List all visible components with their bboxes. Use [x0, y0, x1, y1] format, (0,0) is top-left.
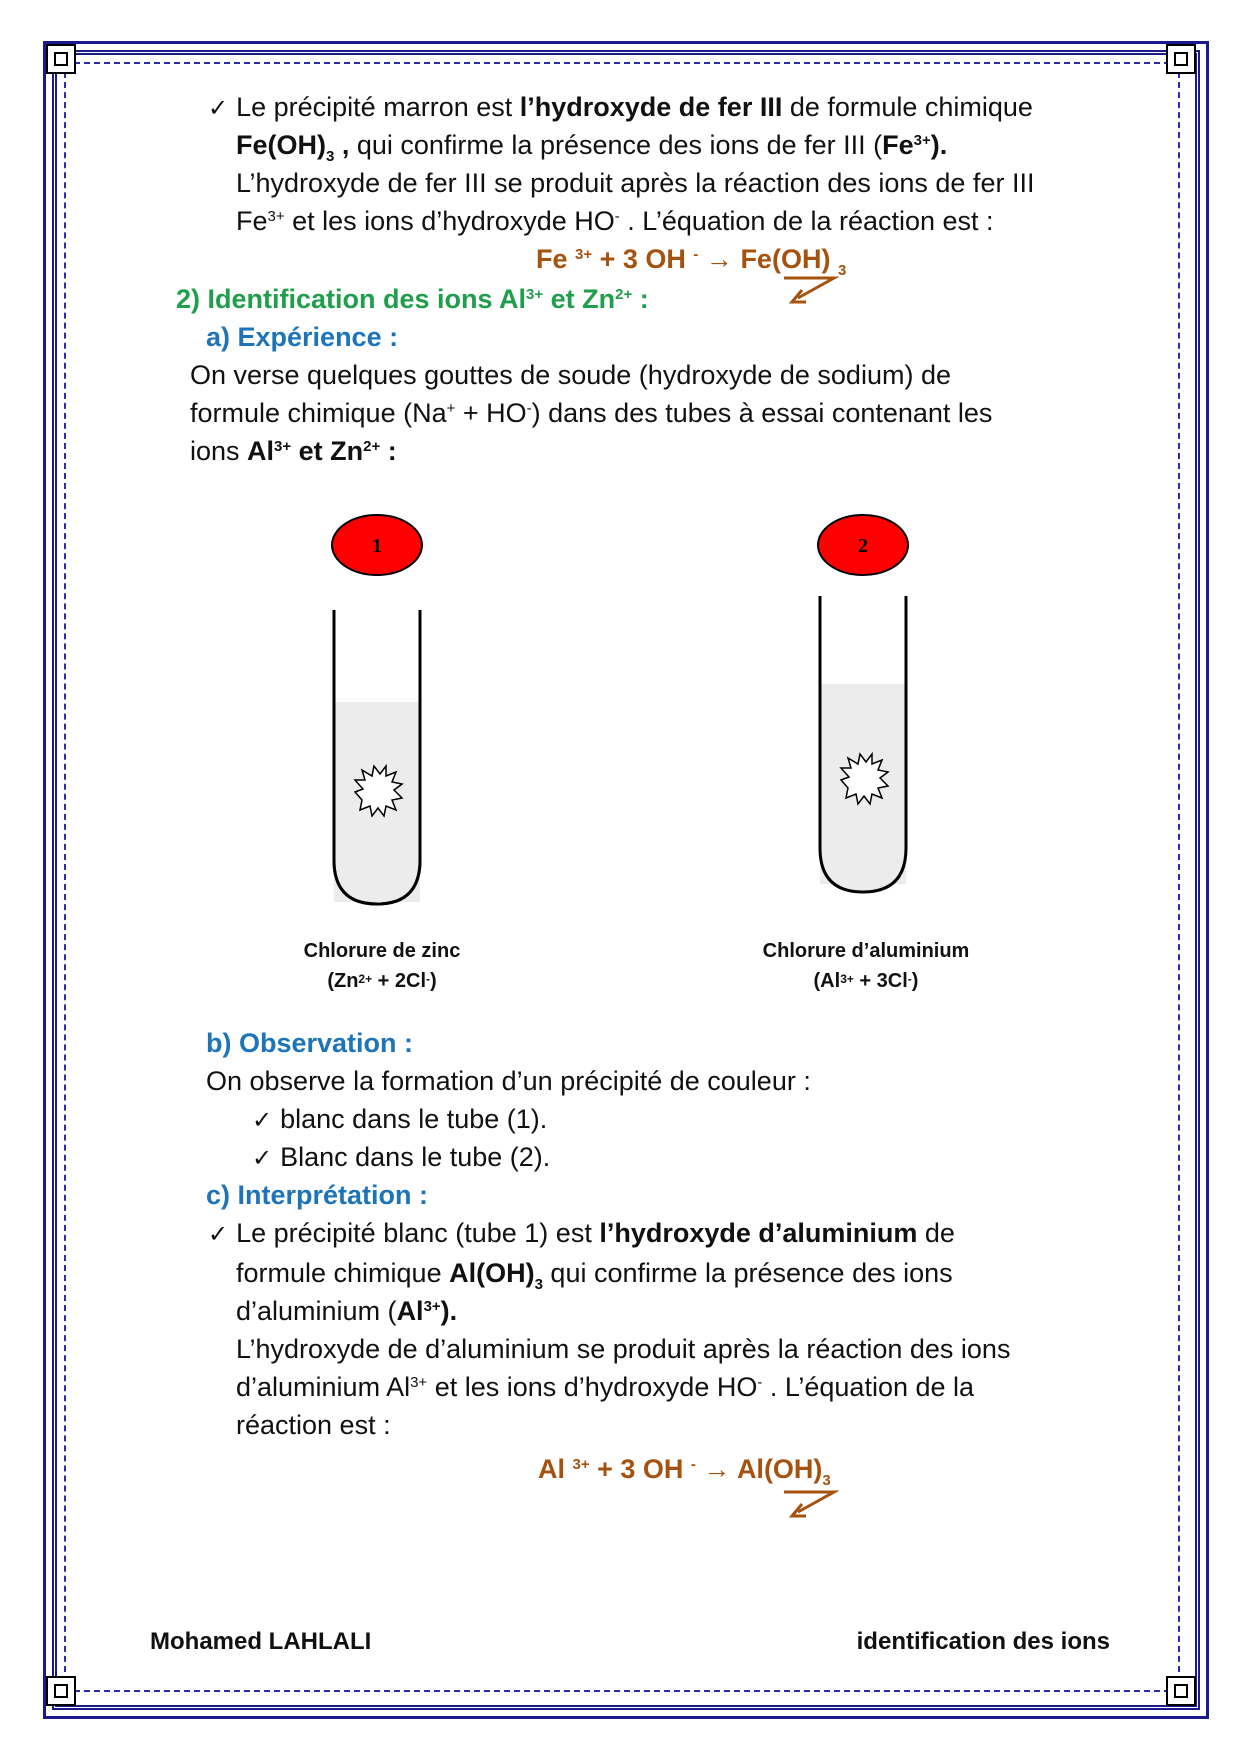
- check-icon: ✓: [252, 1106, 273, 1134]
- fe-conclusion-line4: $Fe^{3+}$ et les ions d’hydroxyde HO- . L’équation de la réaction est :: [236, 206, 994, 236]
- footer-author: Mohamed LAHLALI: [150, 1628, 372, 1655]
- check-icon: ✓: [252, 1144, 273, 1172]
- tube-2-number: 2: [858, 535, 868, 557]
- check-icon: ✓: [208, 1220, 229, 1248]
- precipitate-arrow-icon: [780, 272, 840, 306]
- interpretation-line3: d’aluminium $(Al^{3+})$.: [236, 1296, 458, 1326]
- experience-heading: a) Expérience :: [206, 322, 399, 352]
- check-icon: ✓: [208, 94, 229, 122]
- fe-conclusion-line1: ✓ Le précipité marron est l’hydroxyde de fer III de formule chimique: [208, 92, 1033, 122]
- al-equation: Al $^{3+}$ + 3 OH $^- \to Al(OH)_3$: [538, 1454, 831, 1489]
- section-2-title: 2) Identification des ions $Al^{3+}$ et $Zn^{2+}$ :: [176, 284, 649, 314]
- footer-topic: identification des ions: [856, 1628, 1110, 1655]
- corner-ornament-bottom-right: [1166, 1676, 1196, 1706]
- tube-1-caption: Chlorure de zinc $(Zn^{2+} + 2Cl^-)$: [303, 940, 461, 992]
- interpretation-line2: formule chimique $Al(OH)_3$ qui confirme la présence des ions: [236, 1258, 953, 1293]
- corner-ornament-bottom-left: [46, 1676, 76, 1706]
- fe-equation: Fe $^{3+}$ + 3 OH - → Fe(OH) $_3$: [536, 244, 847, 279]
- interpretation-line6: réaction est :: [236, 1410, 391, 1440]
- corner-ornament-top-right: [1166, 44, 1196, 74]
- precipitate-arrow-icon: [780, 1486, 840, 1520]
- experience-text-line1: On verse quelques gouttes de soude (hydroxyde de sodium) de: [190, 360, 951, 390]
- interpretation-line5: d’aluminium $Al^{3+}$ et les ions d’hydroxyde HO- . L’équation de la: [236, 1372, 975, 1402]
- experience-text-line3: ions $Al^{3+}$ et $Zn^{2+}$ :: [190, 436, 397, 466]
- observation-item-2: ✓ Blanc dans le tube (2).: [252, 1142, 551, 1172]
- test-tubes-figure: [300, 510, 940, 980]
- interpretation-heading: c) Interprétation :: [206, 1180, 429, 1210]
- corner-ornament-top-left: [46, 44, 76, 74]
- fe-conclusion-line2: $Fe(OH)_3$ , qui confirme la présence des ions de fer III $(Fe^{3+})$.: [236, 130, 948, 165]
- observation-intro: On observe la formation d’un précipité de couleur :: [206, 1066, 811, 1096]
- tube-2-caption: Chlorure d’aluminium $(Al^{3+} + 3Cl^-)$: [762, 940, 970, 992]
- interpretation-line1: ✓ Le précipité blanc (tube 1) est l’hydroxyde d’aluminium de: [208, 1218, 955, 1248]
- observation-item-1: ✓ blanc dans le tube (1).: [252, 1104, 548, 1134]
- observation-heading: b) Observation :: [206, 1028, 414, 1058]
- fe-conclusion-line3: L’hydroxyde de fer III se produit après la réaction des ions de fer III: [236, 168, 1035, 198]
- tube-1-number: 1: [372, 535, 382, 557]
- interpretation-line4: L’hydroxyde de d’aluminium se produit après la réaction des ions: [236, 1334, 1011, 1364]
- experience-text-line2: formule chimique (Na+ + HO-) dans des tubes à essai contenant les: [190, 398, 993, 428]
